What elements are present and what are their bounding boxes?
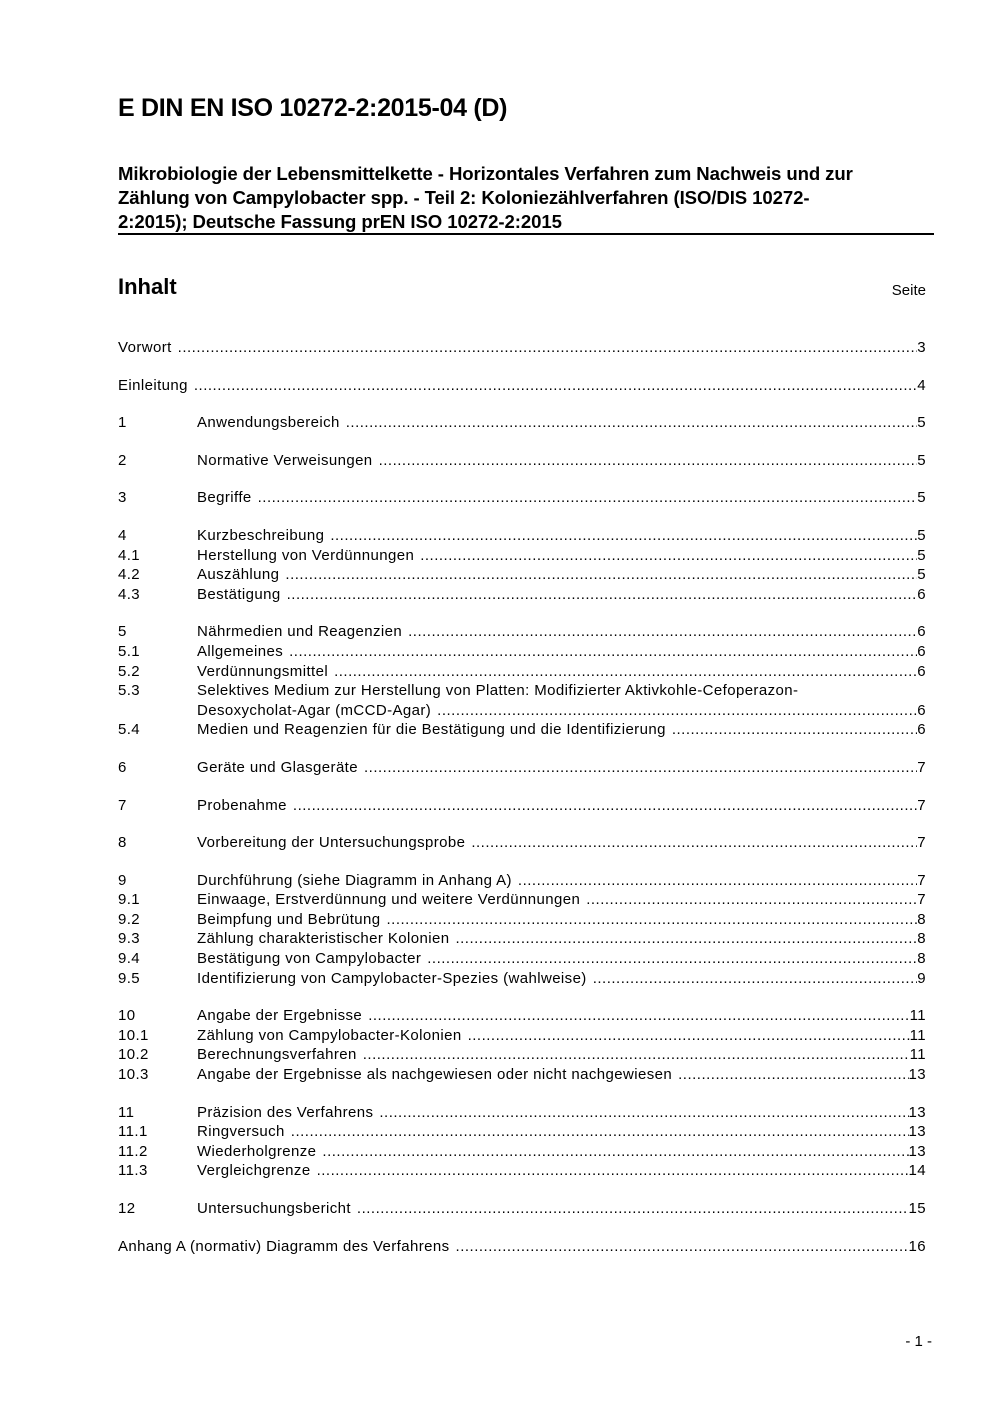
toc-entry-page: 5 (917, 414, 926, 432)
toc-entry-number: 10 (118, 1007, 136, 1025)
toc-entry-number: 6 (118, 758, 127, 776)
toc-entry-3[interactable] (118, 489, 926, 509)
toc-entry-8[interactable] (118, 834, 926, 854)
toc-entry-number: 4.2 (118, 566, 141, 584)
toc-entry-title-line2: Desoxycholat-Agar (mCCD-Agar) (197, 702, 435, 719)
toc-entry-number: 11.2 (118, 1142, 148, 1160)
toc-entry-number: 5.4 (118, 721, 141, 739)
document-title (118, 162, 933, 234)
toc-entry-page: 5 (917, 546, 926, 564)
toc-entry-number: 12 (118, 1200, 136, 1217)
toc-entry-page: 8 (917, 950, 926, 968)
toc-entry-title: Auszählung (197, 566, 283, 583)
toc-entry-number: 4 (118, 526, 127, 544)
toc-entry-title: Vorwort (118, 339, 176, 356)
toc-entry-title: Angabe der Ergebnisse als nachgewiesen oder nicht nachgewiesen (197, 1066, 676, 1083)
toc-entry-title: Bestätigung von Campylobacter (197, 950, 425, 967)
toc-entry-page: 6 (917, 642, 926, 660)
toc-entry-page: 8 (917, 930, 926, 948)
toc-entry-title: Ringversuch (197, 1123, 289, 1140)
title-divider (118, 233, 934, 235)
toc-entry-page: 14 (908, 1162, 926, 1180)
toc-entry-9-1[interactable] (118, 891, 926, 911)
toc-entry-title: Identifizierung von Campylobacter-Spezies (wahlweise) (197, 970, 591, 987)
toc-entry-10-1[interactable] (118, 1027, 926, 1047)
toc-entry-page: 7 (917, 871, 926, 889)
toc-entry-page: 7 (917, 796, 926, 814)
toc-entry-anhang-a[interactable] (118, 1238, 926, 1258)
toc-entry-4[interactable] (118, 527, 926, 547)
toc-entry-10-3[interactable] (118, 1066, 926, 1086)
toc-entry-title: Herstellung von Verdünnungen (197, 547, 418, 564)
toc-entry-1[interactable] (118, 414, 926, 434)
toc-entry-page: 9 (917, 969, 926, 987)
toc-entry-9-4[interactable] (118, 950, 926, 970)
toc-entry-title: Vorbereitung der Untersuchungsprobe (197, 834, 469, 851)
toc-entry-title: Verdünnungsmittel (197, 663, 332, 680)
toc-entry-title: Zählung von Campylobacter-Kolonien (197, 1027, 466, 1044)
toc-entry-11[interactable] (118, 1104, 926, 1124)
toc-entry-number: 5.2 (118, 662, 141, 680)
toc-entry-page: 13 (908, 1066, 926, 1084)
toc-entry-title: Präzision des Verfahrens (197, 1104, 377, 1121)
toc-entry-page: 15 (908, 1200, 926, 1217)
toc-entry-title: Zählung charakteristischer Kolonien (197, 930, 453, 947)
toc-entry-page: 7 (917, 758, 926, 776)
toc-entry-einleitung[interactable] (118, 377, 926, 397)
toc-entry-number: 4.1 (118, 546, 141, 564)
toc-entry-number: 11 (118, 1103, 135, 1121)
document-title-line: Zählung von Campylobacter spp. - Teil 2: Koloniezählverfahren (ISO/DIS 10272- (118, 187, 810, 208)
toc-entry-title: Durchführung (siehe Diagramm in Anhang A) (197, 872, 516, 889)
toc-entry-page: 6 (917, 662, 926, 680)
toc-entry-title: Nährmedien und Reagenzien (197, 623, 406, 640)
toc-entry-number: 4.3 (118, 585, 141, 603)
toc-page-column-label: Seite (891, 282, 926, 299)
toc-entry-page: 5 (917, 526, 926, 544)
toc-entry-11-3[interactable] (118, 1162, 926, 1182)
toc-entry-7[interactable] (118, 797, 926, 817)
toc-entry-page: 7 (917, 891, 926, 909)
toc-entry-page: 13 (908, 1142, 926, 1160)
toc-entry-9-3[interactable] (118, 930, 926, 950)
toc-entry-title: Kurzbeschreibung (197, 527, 328, 544)
toc-entry-page: 5 (917, 451, 926, 469)
toc-entry-vorwort[interactable] (118, 339, 926, 359)
toc-entry-title: Geräte und Glasgeräte (197, 759, 362, 776)
toc-entry-11-1[interactable] (118, 1123, 926, 1143)
toc-entry-number: 9.4 (118, 950, 141, 968)
toc-entry-title-line1: Selektives Medium zur Herstellung von Platten: Modifizierter Aktivkohle-Cefoperazon- (197, 682, 799, 700)
toc-entry-number: 1 (118, 414, 127, 432)
toc-entry-page: 6 (917, 701, 926, 719)
page-number: - 1 - (905, 1333, 932, 1350)
toc-entry-5-2[interactable] (118, 663, 926, 683)
toc-entry-title: Anwendungsbereich (197, 414, 344, 431)
toc-entry-4-3[interactable] (118, 586, 926, 606)
toc-entry-page: 11 (909, 1007, 926, 1025)
toc-entry-number: 9.3 (118, 930, 141, 948)
toc-entry-page: 8 (917, 910, 926, 928)
toc-entry-page: 13 (908, 1103, 926, 1121)
toc-entry-title: Vergleichgrenze (197, 1162, 315, 1179)
toc-entry-number: 9.5 (118, 969, 141, 987)
toc-entry-number: 2 (118, 451, 127, 469)
toc-entry-9-2[interactable] (118, 911, 926, 931)
toc-entry-title: Normative Verweisungen (197, 452, 377, 469)
toc-entry-5-3[interactable] (118, 682, 926, 721)
document-title-line: Mikrobiologie der Lebensmittelkette - Horizontales Verfahren zum Nachweis und zur (118, 163, 853, 184)
toc-entry-title: Untersuchungsbericht (197, 1200, 355, 1217)
toc-entry-number: 3 (118, 489, 127, 507)
toc-entry-10-2[interactable] (118, 1046, 926, 1066)
toc-entry-page: 6 (917, 721, 926, 739)
toc-entry-number: 11.3 (118, 1162, 148, 1180)
toc-entry-title: Bestätigung (197, 586, 285, 603)
toc-entry-page: 11 (909, 1026, 926, 1044)
toc-heading: Inhalt (118, 274, 177, 299)
toc-entry-number: 5.3 (118, 682, 141, 700)
toc-entry-number: 10.3 (118, 1066, 149, 1084)
toc-entry-number: 7 (118, 796, 127, 814)
toc-entry-9-5[interactable] (118, 970, 926, 990)
toc-entry-5[interactable] (118, 623, 926, 643)
toc-entry-number: 5.1 (118, 642, 141, 660)
toc-entry-page: 6 (917, 623, 926, 641)
toc-entry-title: Angabe der Ergebnisse (197, 1007, 366, 1024)
toc-entry-title: Berechnungsverfahren (197, 1046, 361, 1063)
toc-entry-10[interactable] (118, 1007, 926, 1027)
toc-entry-11-2[interactable] (118, 1143, 926, 1163)
toc-entry-page: 16 (908, 1237, 926, 1255)
toc-entry-2[interactable] (118, 452, 926, 472)
toc-entry-4-1[interactable] (118, 547, 926, 567)
toc-entry-page: 11 (909, 1046, 926, 1064)
toc-entry-title: Einleitung (118, 377, 192, 394)
toc-entry-5-1[interactable] (118, 643, 926, 663)
toc-entry-number: 11.1 (118, 1123, 148, 1141)
toc-entry-title: Anhang A (normativ) Diagramm des Verfahrens (118, 1238, 454, 1255)
toc-entry-title: Beimpfung und Bebrütung (197, 911, 385, 928)
toc-entry-4-2[interactable] (118, 566, 926, 586)
toc-entry-page: 5 (917, 489, 926, 507)
toc-entry-number: 9.1 (118, 891, 141, 909)
toc-entry-6[interactable] (118, 759, 926, 779)
toc-entry-page: 4 (917, 376, 926, 394)
table-of-contents (118, 339, 926, 1257)
toc-entry-page: 6 (917, 585, 926, 603)
toc-entry-12[interactable] (118, 1200, 926, 1220)
toc-entry-number: 9 (118, 871, 127, 889)
toc-entry-page: 7 (917, 834, 926, 852)
toc-entry-title: Einwaage, Erstverdünnung und weitere Verdünnungen (197, 891, 584, 908)
toc-entry-title: Medien und Reagenzien für die Bestätigung und die Identifizierung (197, 721, 670, 738)
toc-entry-number: 5 (118, 623, 127, 641)
document-title-line: 2:2015); Deutsche Fassung prEN ISO 10272-2:2015 (118, 211, 562, 232)
toc-entry-number: 9.2 (118, 910, 141, 928)
document-id: E DIN EN ISO 10272-2:2015-04 (D) (118, 94, 508, 122)
toc-entry-9[interactable] (118, 872, 926, 892)
toc-entry-5-4[interactable] (118, 721, 926, 741)
toc-entry-page: 5 (917, 566, 926, 584)
toc-entry-title: Probenahme (197, 797, 291, 814)
toc-entry-number: 8 (118, 834, 127, 852)
toc-entry-number: 10.2 (118, 1046, 149, 1064)
toc-entry-number: 10.1 (118, 1026, 149, 1044)
toc-entry-title: Allgemeines (197, 643, 287, 660)
toc-entry-page: 13 (908, 1123, 926, 1141)
toc-entry-title: Wiederholgrenze (197, 1143, 320, 1160)
toc-entry-page: 3 (917, 339, 926, 356)
toc-entry-title: Begriffe (197, 489, 256, 506)
